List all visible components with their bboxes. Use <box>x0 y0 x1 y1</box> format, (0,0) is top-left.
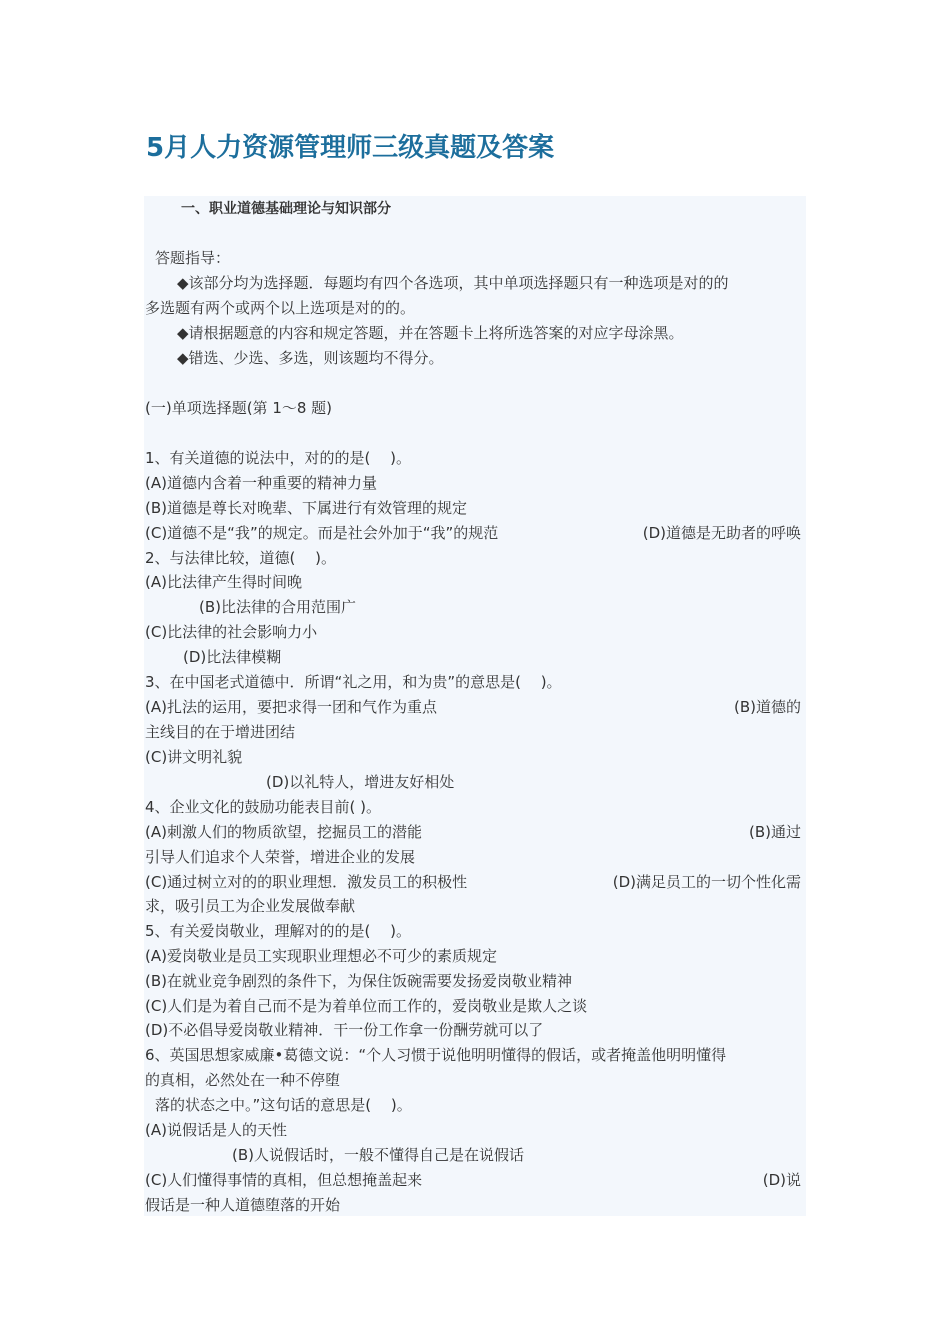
option-d-continued: 求，吸引员工为企业发展做奉献 <box>145 897 356 915</box>
option-b: (B)通过 <box>749 823 801 841</box>
question-stem: 1、有关道德的说法中，对的的是( )。 <box>145 449 412 467</box>
option-b-continued: 引导人们追求个人荣誉，增进企业的发展 <box>145 848 416 866</box>
option-d: (D)以礼特人，增进友好相处 <box>266 773 455 791</box>
guide-item: ◆错选、少选、多选，则该题均不得分。 <box>177 349 444 367</box>
question-stem: 6、英国思想家威廉•葛德文说：“个人习惯于说他明明懂得的假话，或者掩盖他明明懂得 <box>145 1046 727 1064</box>
option-a: (A)爱岗敬业是员工实现职业理想必不可少的素质规定 <box>145 947 497 965</box>
guide-item: 多选题有两个或两个以上选项是对的的。 <box>145 299 416 317</box>
section-heading: 一、职业道德基础理论与知识部分 <box>181 201 391 217</box>
option-line <box>145 870 805 895</box>
option-line <box>145 521 805 546</box>
option-c: (C)人们懂得事情的真相，但总想掩盖起来 <box>145 1171 423 1189</box>
option-a: (A)道德内含着一种重要的精神力量 <box>145 474 377 492</box>
option-a: (A)比法律产生得时间晚 <box>145 573 302 591</box>
option-c: (C)通过树立对的的职业理想．激发员工的积极性 <box>145 873 468 891</box>
option-d: (D)不必倡导爱岗敬业精神．干一份工作拿一份酬劳就可以了 <box>145 1021 544 1039</box>
option-a: (A)扎法的运用，要把求得一团和气作为重点 <box>145 698 437 716</box>
option-d: (D)比法律模糊 <box>183 648 282 666</box>
question-stem-continued: 落的状态之中。”这句话的意思是( )。 <box>155 1096 412 1114</box>
option-d: (D)说 <box>762 1171 801 1189</box>
question-stem-continued: 的真相，必然处在一种不停堕 <box>145 1071 341 1089</box>
option-b: (B)道德的 <box>734 698 801 716</box>
option-a: (A)说假话是人的天性 <box>145 1121 287 1139</box>
question-stem: 2、与法律比较，道德( )。 <box>145 549 337 567</box>
option-c: (C)道德不是“我”的规定。而是社会外加于“我”的规范 <box>145 524 499 542</box>
option-line <box>145 820 805 845</box>
guide-heading: 答题指导： <box>155 249 231 267</box>
question-stem: 4、企业文化的鼓励功能表目前( )。 <box>145 798 382 816</box>
guide-item: ◆请根据题意的内容和规定答题，并在答题卡上将所选答案的对应字母涂黑。 <box>177 324 684 342</box>
option-c: (C)讲文明礼貌 <box>145 748 243 766</box>
option-line <box>145 1168 805 1193</box>
page-title: 5月人力资源管理师三级真题及答案 <box>146 133 555 163</box>
question-stem: 3、在中国老式道德中．所谓“礼之用，和为贵”的意思是( )。 <box>145 673 562 691</box>
option-c: (C)人们是为着自己而不是为着单位而工作的，爱岗敬业是欺人之谈 <box>145 997 588 1015</box>
option-b: (B)比法律的合用范围广 <box>199 598 356 616</box>
option-b: (B)在就业竞争剧烈的条件下，为保住饭碗需要发扬爱岗敬业精神 <box>145 972 572 990</box>
option-d-continued: 假话是一种人道德堕落的开始 <box>145 1196 341 1214</box>
option-c: (C)比法律的社会影响力小 <box>145 623 318 641</box>
subsection-heading: (一)单项选择题(第 1～8 题) <box>145 399 333 417</box>
option-a: (A)刺激人们的物质欲望，挖掘员工的潜能 <box>145 823 422 841</box>
question-stem: 5、有关爱岗敬业，理解对的的是( )。 <box>145 922 412 940</box>
option-d: (D)道德是无助者的呼唤 <box>642 524 801 542</box>
guide-item: ◆该部分均为选择题．每题均有四个各选项，其中单项选择题只有一种选项是对的的 <box>177 274 729 292</box>
option-d: (D)满足员工的一切个性化需 <box>612 873 801 891</box>
option-line <box>145 695 805 720</box>
option-b: (B)人说假话时，一般不懂得自己是在说假话 <box>232 1146 524 1164</box>
option-b: (B)道德是尊长对晚辈、下属进行有效管理的规定 <box>145 499 467 517</box>
option-b-continued: 主线目的在于增进团结 <box>145 723 296 741</box>
